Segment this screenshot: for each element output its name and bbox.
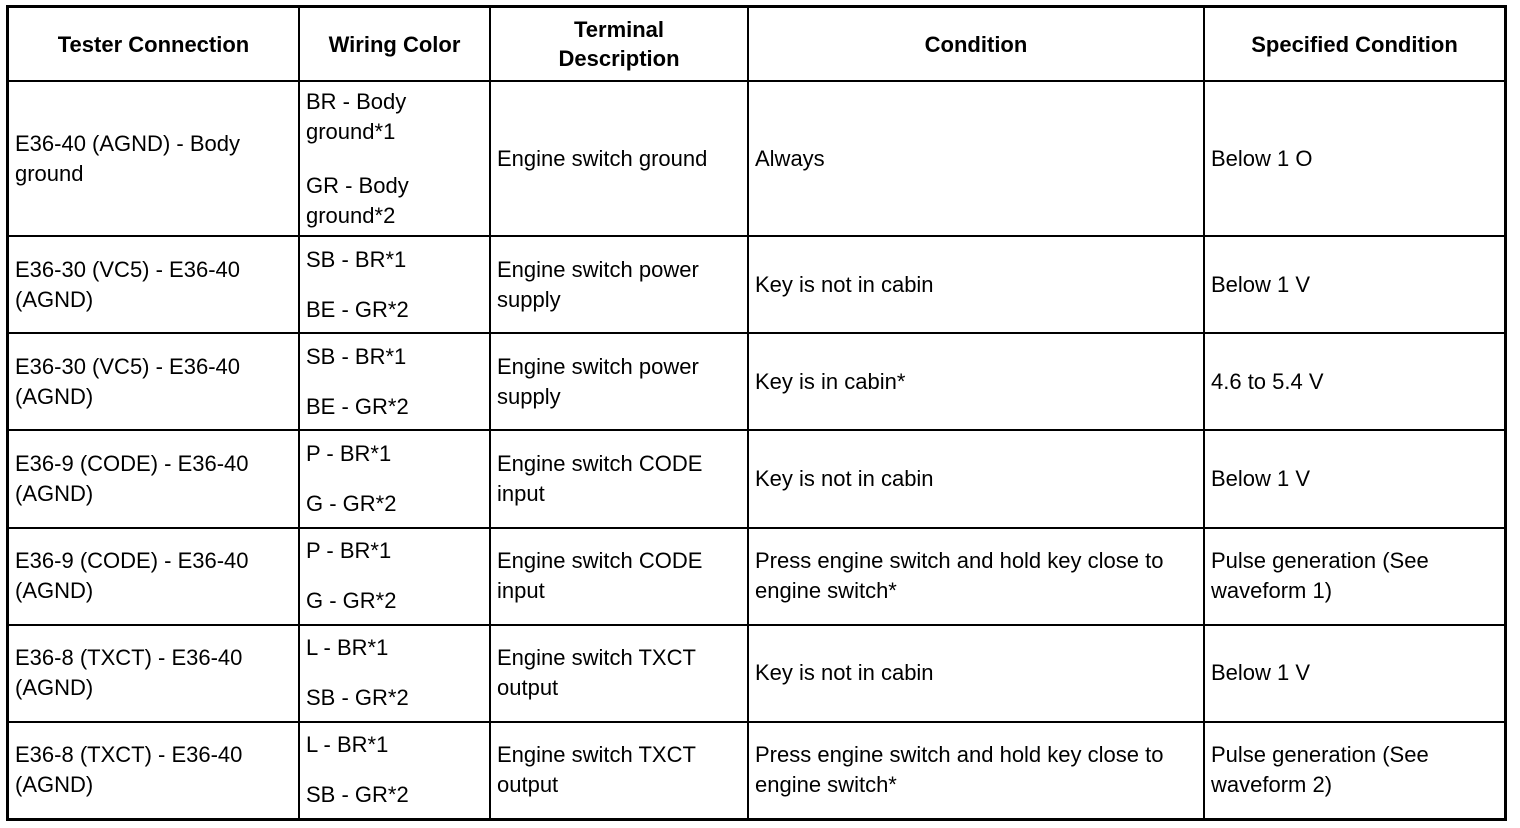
condition-cell: Key is not in cabin [748, 236, 1204, 333]
spec-table-frame [6, 5, 1507, 821]
header-condition: Condition [748, 8, 1204, 81]
wiring-color-variant-1: SB - BR*1 [306, 246, 407, 272]
wiring-color-cell [299, 625, 490, 722]
wiring-color-spacer [306, 469, 483, 489]
wiring-color-variant-2: G - GR*2 [306, 491, 397, 517]
terminal-description-cell: Engine switch ground [490, 81, 748, 236]
terminal-description-cell: Engine switch power supply [490, 333, 748, 430]
specified-condition-cell: Below 1 O [1204, 81, 1504, 236]
wiring-color-spacer [306, 566, 483, 586]
terminal-description-cell: Engine switch CODE input [490, 528, 748, 625]
terminal-description-cell: Engine switch power supply [490, 236, 748, 333]
table-row [9, 333, 1504, 430]
wiring-color-variant-2: G - GR*2 [306, 588, 397, 614]
table-row [9, 430, 1504, 527]
condition-cell: Press engine switch and hold key close to engine switch* [748, 528, 1204, 625]
wiring-color-cell [299, 430, 490, 527]
table-row [9, 236, 1504, 333]
wiring-color-variant-2: SB - GR*2 [306, 782, 409, 808]
wiring-color-spacer [306, 275, 483, 295]
specified-condition-cell: Below 1 V [1204, 625, 1504, 722]
header-specified-condition: Specified Condition [1204, 8, 1504, 81]
wiring-color-variant-2: GR - Body ground*2 [306, 172, 409, 228]
terminal-description-cell: Engine switch TXCT output [490, 625, 748, 722]
wiring-color-spacer [306, 663, 483, 683]
wiring-color-variant-2: SB - GR*2 [306, 685, 409, 711]
wiring-color-cell [299, 81, 490, 236]
terminal-spec-table [9, 8, 1504, 818]
table-row [9, 722, 1504, 818]
table-row [9, 81, 1504, 236]
wiring-color-cell [299, 722, 490, 818]
specified-condition-cell: 4.6 to 5.4 V [1204, 333, 1504, 430]
tester-connection-cell: E36-9 (CODE) - E36-40 (AGND) [9, 430, 299, 527]
wiring-color-variant-1: SB - BR*1 [306, 343, 407, 369]
wiring-color-variant-1: P - BR*1 [306, 538, 392, 564]
terminal-description-cell: Engine switch TXCT output [490, 722, 748, 818]
wiring-color-cell [299, 333, 490, 430]
tester-connection-cell: E36-40 (AGND) - Body ground [9, 81, 299, 236]
wiring-color-variant-1: BR - Body ground*1 [306, 88, 407, 144]
wiring-color-cell [299, 528, 490, 625]
wiring-color-cell [299, 236, 490, 333]
header-terminal-description: Terminal Description [490, 8, 748, 81]
specified-condition-cell: Pulse generation (See waveform 1) [1204, 528, 1504, 625]
condition-cell: Key is not in cabin [748, 625, 1204, 722]
specified-condition-cell: Pulse generation (See waveform 2) [1204, 722, 1504, 818]
wiring-color-variant-1: L - BR*1 [306, 732, 389, 758]
tester-connection-cell: E36-30 (VC5) - E36-40 (AGND) [9, 333, 299, 430]
wiring-color-variant-2: BE - GR*2 [306, 393, 409, 419]
wiring-color-variant-1: P - BR*1 [306, 441, 392, 467]
wiring-color-variant-1: L - BR*1 [306, 635, 389, 661]
table-row [9, 625, 1504, 722]
header-tester-connection: Tester Connection [9, 8, 299, 81]
header-wiring-color: Wiring Color [299, 8, 490, 81]
table-row [9, 528, 1504, 625]
tester-connection-cell: E36-9 (CODE) - E36-40 (AGND) [9, 528, 299, 625]
condition-cell: Always [748, 81, 1204, 236]
tester-connection-cell: E36-8 (TXCT) - E36-40 (AGND) [9, 625, 299, 722]
terminal-description-cell: Engine switch CODE input [490, 430, 748, 527]
table-header-row [9, 8, 1504, 81]
specified-condition-cell: Below 1 V [1204, 430, 1504, 527]
condition-cell: Key is not in cabin [748, 430, 1204, 527]
tester-connection-cell: E36-8 (TXCT) - E36-40 (AGND) [9, 722, 299, 818]
wiring-color-variant-2: BE - GR*2 [306, 296, 409, 322]
condition-cell: Key is in cabin* [748, 333, 1204, 430]
specified-condition-cell: Below 1 V [1204, 236, 1504, 333]
wiring-color-spacer [306, 760, 483, 780]
condition-cell: Press engine switch and hold key close to engine switch* [748, 722, 1204, 818]
wiring-color-spacer [306, 147, 483, 171]
tester-connection-cell: E36-30 (VC5) - E36-40 (AGND) [9, 236, 299, 333]
wiring-color-spacer [306, 372, 483, 392]
